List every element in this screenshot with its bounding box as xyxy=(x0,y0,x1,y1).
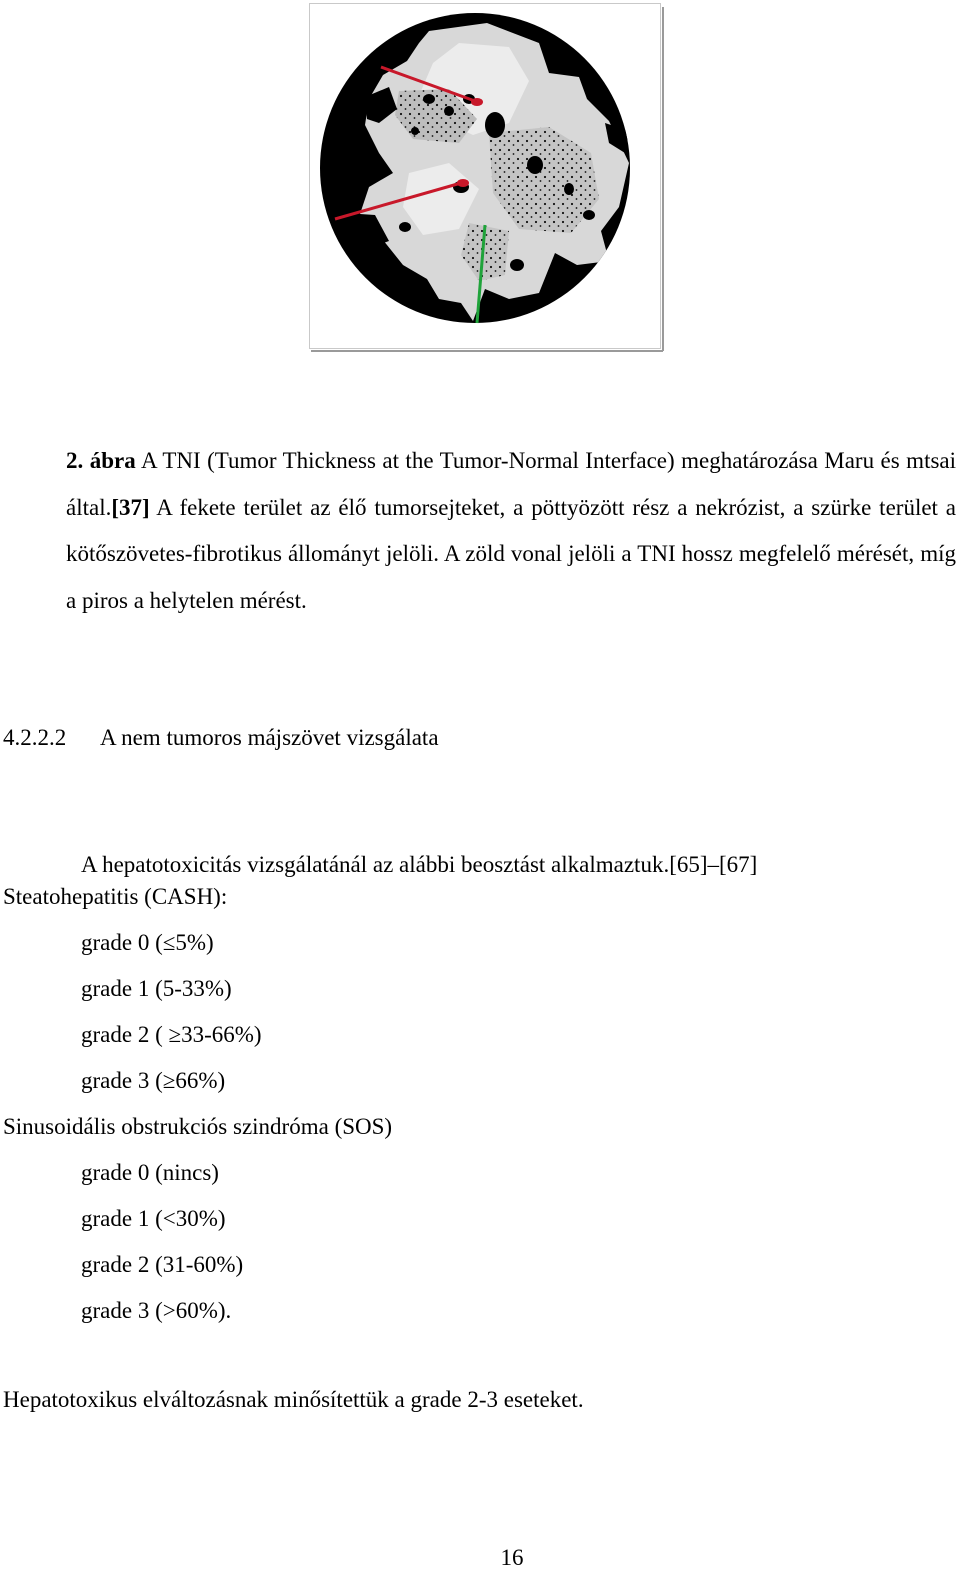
list-item: grade 0 (≤5%) xyxy=(81,930,214,955)
list-item: grade 2 ( ≥33-66%) xyxy=(81,1022,262,1047)
list-item: grade 3 (≥66%) xyxy=(81,1068,226,1093)
tni-figure xyxy=(309,3,672,357)
list-item: grade 1 (5-33%) xyxy=(81,976,232,1001)
list-item: Sinusoidális obstrukciós szindróma (SOS) xyxy=(3,1114,393,1139)
list-item: grade 3 (>60%). xyxy=(81,1298,232,1323)
caption-reference: [37] xyxy=(111,494,150,520)
list-item: grade 2 (31-60%) xyxy=(81,1252,244,1277)
figure-label: 2. ábra xyxy=(66,448,136,473)
intro-paragraph: A hepatotoxicitás vizsgálatánál az alábbi beosztást alkalmaztuk.[65]–[67] xyxy=(81,852,758,877)
section-number: 4.2.2.2 xyxy=(3,725,67,750)
caption-text-1: A TNI (Tumor Thickness at the Tumor-Normal Interface) meghatározása Maru és mtsai által. xyxy=(66,448,957,520)
list-item: grade 1 (<30%) xyxy=(81,1206,226,1231)
list-item: Steatohepatitis (CASH): xyxy=(3,884,228,909)
list-item: grade 0 (nincs) xyxy=(81,1160,219,1185)
tni-diagram-image xyxy=(309,3,672,357)
figure-caption xyxy=(66,438,956,624)
section-title: A nem tumoros májszövet vizsgálata xyxy=(100,725,439,750)
page-number: 16 xyxy=(500,1545,524,1570)
caption-text-2: A fekete terület az élő tumorsejteket, a pöttyözött rész a nekrózist, a szürke terület a kötőszövetes-fibrotikus állományt jelöli. A zöld vonal jelöli a TNI hossz megfelelő mérését, míg a piros a helytelen mérést. xyxy=(66,494,956,613)
grading-list xyxy=(0,883,960,1343)
conclusion-paragraph: Hepatotoxikus elváltozásnak minősítettük a grade 2-3 eseteket. xyxy=(3,1387,584,1412)
section-heading xyxy=(3,724,439,752)
